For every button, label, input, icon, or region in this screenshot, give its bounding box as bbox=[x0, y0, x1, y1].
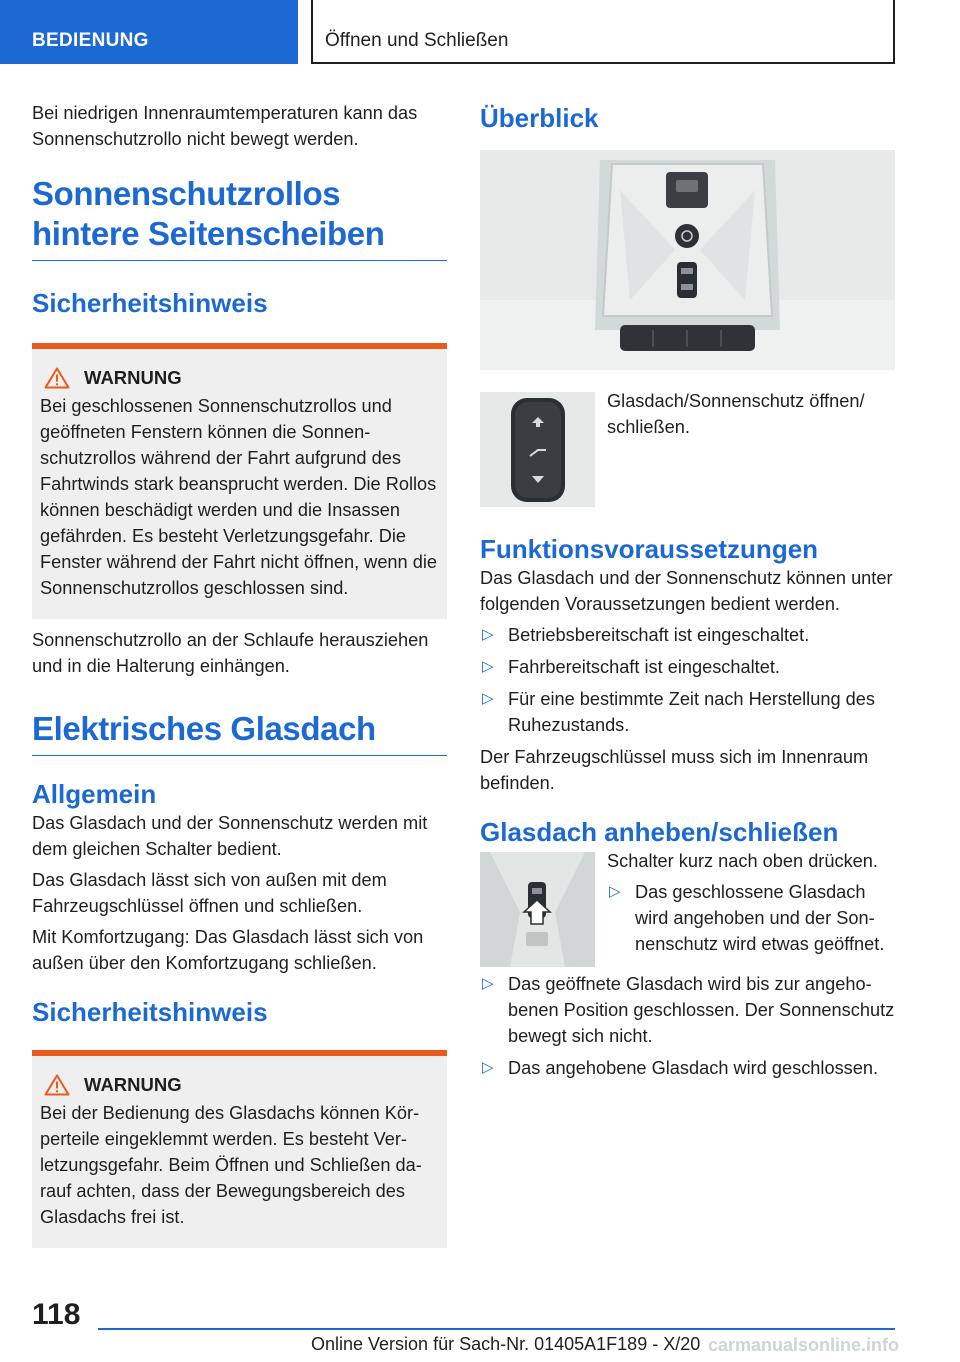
allgemein-p2: Das Glasdach lässt sich von außen mit dem Fahrzeugschlüssel öffnen und schließen. bbox=[32, 870, 387, 916]
funktion-text: Das Glasdach und der Sonnenschutz können unter folgenden Voraussetzungen bedient werden. bbox=[480, 568, 893, 614]
warning-triangle-icon bbox=[44, 367, 70, 389]
warning-box-rollos bbox=[32, 343, 447, 619]
heading-sicherheitshinweis-2: Sicherheitshinweis bbox=[32, 997, 268, 1027]
list-item: ▷ Betriebsbereitschaft ist eingeschaltet. bbox=[480, 622, 895, 648]
bullet-triangle-icon: ▷ bbox=[482, 690, 494, 707]
heading-ueberblick: Überblick bbox=[480, 103, 599, 133]
bullet-triangle-icon: ▷ bbox=[609, 883, 621, 900]
list-item: ▷ Fahrbereitschaft ist eingeschaltet. bbox=[480, 654, 895, 680]
anheben-text: Schalter kurz nach oben drücken. bbox=[607, 851, 878, 871]
warning-title-1: WARNUNG bbox=[84, 367, 182, 388]
warning-title-2: WARNUNG bbox=[84, 1074, 182, 1095]
allgemein-p3: Mit Komfortzugang: Das Glasdach lässt sich von außen über den Komfortzugang schließen. bbox=[32, 927, 424, 973]
funktion-list bbox=[480, 622, 895, 738]
warning-text-2: Bei der Bedienung des Glasdachs können Körperteile eingeklemmt werden. Es besteht Verletzungsgefahr. Beim Öffnen und Schließen darauf achten, dass der Bewegungsbereich des Glasdachs frei ist. bbox=[40, 1103, 422, 1227]
bullet-triangle-icon: ▷ bbox=[482, 975, 494, 992]
header-section-label: BEDIENUNG bbox=[32, 30, 149, 51]
overhead-console-image bbox=[480, 150, 895, 370]
list-item: ▷ Das geöffnete Glasdach wird bis zur angehobenen Position geschlossen. Der Sonnenschutz bewegt sich nicht. bbox=[480, 971, 895, 1049]
right-column bbox=[480, 100, 895, 1087]
left-column bbox=[32, 100, 447, 1248]
allgemein-p1: Das Glasdach und der Sonnenschutz werden mit dem gleichen Schalter bedient. bbox=[32, 813, 428, 859]
heading-sonnenschutzrollos: Sonnenschutzrollos hintere Seitenscheiben bbox=[32, 174, 447, 261]
bullet-triangle-icon: ▷ bbox=[482, 1059, 494, 1076]
rollo-instruction: Sonnenschutzrollo an der Schlaufe herausziehen und in die Halterung einhängen. bbox=[32, 630, 429, 676]
intro-text: Bei niedrigen Innenraumtemperaturen kann das Sonnenschutzrollo nicht bewegt werden. bbox=[32, 103, 418, 149]
header-chapter-label: Öffnen und Schließen bbox=[325, 30, 509, 51]
bullet-triangle-icon: ▷ bbox=[482, 658, 494, 675]
switch-caption: Glasdach/Sonnenschutz öffnen/ schließen. bbox=[607, 391, 865, 437]
heading-funktionsvoraussetzungen: Funktionsvoraussetzungen bbox=[480, 534, 819, 564]
key-requirement-text: Der Fahrzeugschlüssel muss sich im Innenraum befinden. bbox=[480, 747, 869, 793]
warning-triangle-icon bbox=[44, 1074, 70, 1096]
bullet-triangle-icon: ▷ bbox=[482, 626, 494, 643]
heading-elektrisches-glasdach: Elektrisches Glasdach bbox=[32, 709, 447, 756]
watermark-text: carmanualsonline.info bbox=[708, 1335, 900, 1355]
warning-box-glasdach bbox=[32, 1050, 447, 1248]
heading-glasdach-anheben: Glasdach anheben/schließen bbox=[480, 817, 839, 847]
heading-sicherheitshinweis-1: Sicherheitshinweis bbox=[32, 288, 268, 318]
list-item: ▷ Für eine bestimmte Zeit nach Herstellung des Ruhezustands. bbox=[480, 686, 895, 738]
list-item: ▷ Das angehobene Glasdach wird geschlossen. bbox=[480, 1055, 895, 1081]
header-section-tab bbox=[0, 0, 298, 64]
header-chapter-tab bbox=[311, 0, 895, 64]
heading-allgemein: Allgemein bbox=[32, 779, 157, 809]
raise-switch-image bbox=[480, 852, 595, 967]
footer-divider bbox=[98, 1328, 895, 1330]
roof-switch-image bbox=[480, 392, 595, 507]
footer-online-version: Online Version für Sach-Nr. 01405A1F189 - X/20 bbox=[311, 1334, 701, 1354]
warning-text-1: Bei geschlossenen Sonnenschutzrollos und geöffneten Fenstern können die Sonnenschutzrollos während der Fahrt aufgrund des Fahrtwinds stark beansprucht werden. Die Rollos können beschädigt werden und die Insassen gefährden. Es besteht Verletzungsgefahr. Die Fenster während der Fahrt nicht öffnen, wenn die Sonnenschutzrollos geschlossen sind. bbox=[40, 396, 437, 598]
anheben-list bbox=[480, 971, 895, 1081]
page-number: 118 bbox=[32, 1298, 81, 1331]
list-item: ▷ Das geschlossene Glasdach wird angehoben und der Sonnenschutz wird etwas geöffnet. bbox=[607, 879, 895, 957]
